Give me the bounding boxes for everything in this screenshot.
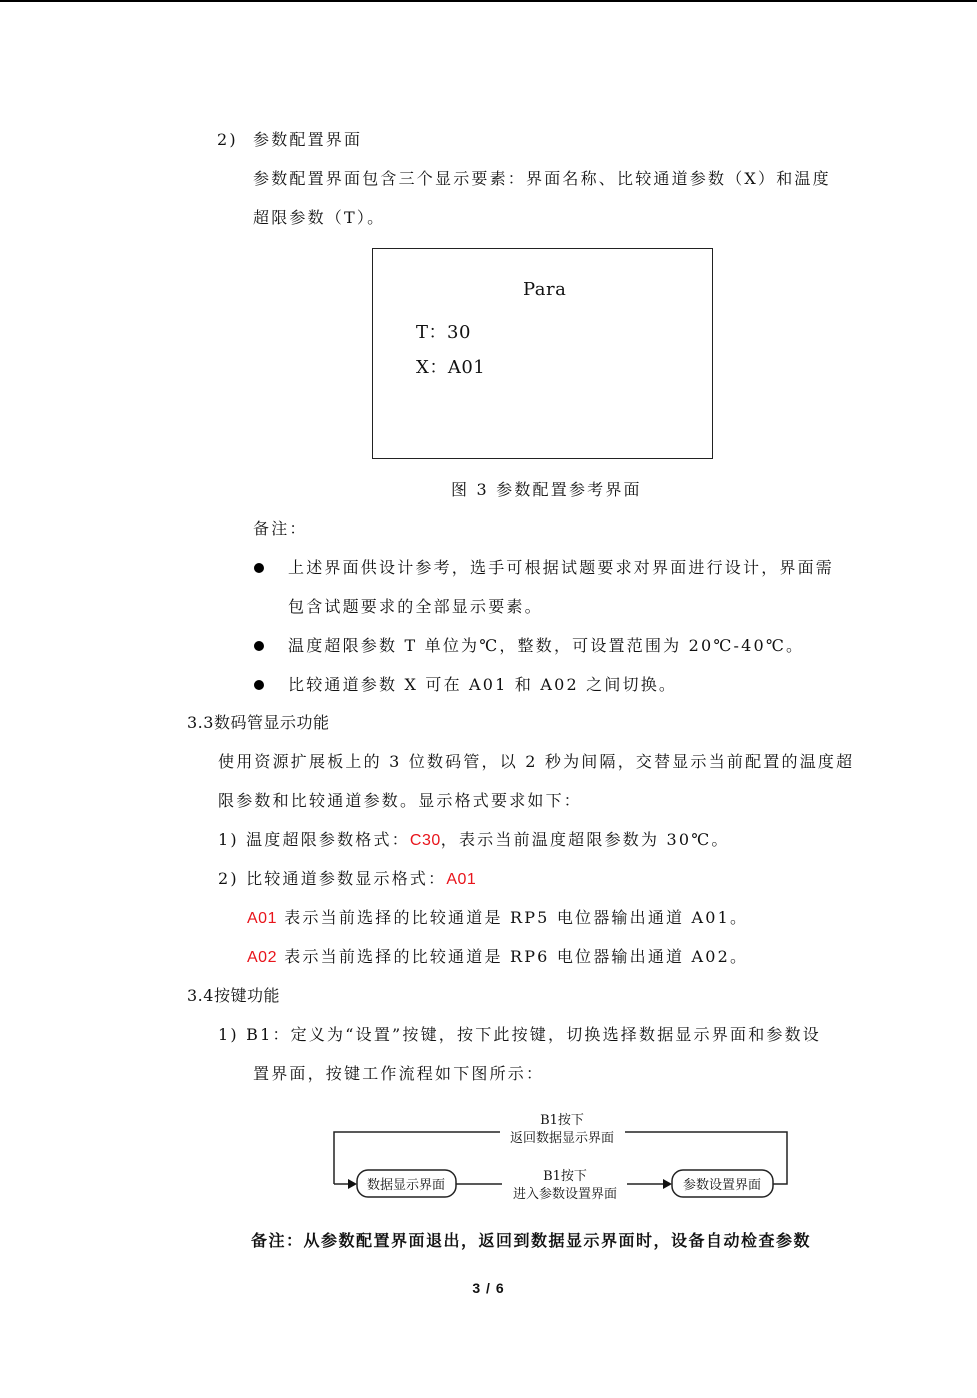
section-3-4-item1-line2: 置界面，按键工作流程如下图所示：: [253, 1064, 545, 1083]
arrow-icon: [348, 1179, 357, 1189]
a01-desc-text: 表示当前选择的比较通道是 RP5 电位器输出通道 A01。: [276, 908, 749, 927]
section-3-4-item1-line1: 1) B1：定义为“设置”按键，按下此按键，切换选择数据显示界面和参数设: [218, 1025, 822, 1044]
section-2-number: 2): [217, 130, 238, 149]
code-c30: C30: [409, 832, 441, 849]
code-a01: A01: [247, 910, 277, 927]
top-label-1: B1按下: [540, 1113, 584, 1128]
bottom-note: 备注：从参数配置界面退出，返回到数据显示界面时，设备自动检查参数: [251, 1231, 812, 1250]
section-2-desc-line2: 超限参数（T）。: [253, 208, 386, 227]
format-item-1-suffix: ，表示当前温度超限参数为 30℃。: [440, 830, 730, 849]
code-a01: A01: [446, 871, 477, 888]
format-item-1-prefix: 1) 温度超限参数格式：: [218, 830, 410, 849]
code-a02: A02: [247, 949, 277, 966]
format-item-1: [218, 830, 730, 851]
top-label-2: 返回数据显示界面: [509, 1131, 615, 1146]
figure-caption: 图 3 参数配置参考界面: [451, 480, 642, 499]
screen-x-line: X：A01: [416, 357, 486, 378]
mid-label-1: B1按下: [543, 1169, 587, 1184]
node-right-label: 参数设置界面: [682, 1178, 762, 1193]
section-3-3-para-line2: 限参数和比较通道参数。显示格式要求如下：: [218, 791, 583, 810]
format-item-2: [218, 869, 476, 890]
page-number: 3 / 6: [472, 1280, 505, 1296]
b1-flowchart: [320, 1100, 800, 1210]
bullet-icon: [254, 680, 264, 690]
note-3: 比较通道参数 X 可在 A01 和 A02 之间切换。: [288, 675, 678, 694]
notes-label: 备注：: [253, 519, 308, 538]
arrow-icon: [663, 1179, 672, 1189]
para-screen-figure: [372, 248, 713, 459]
section-2-title: 参数配置界面: [253, 130, 363, 149]
bullet-icon: [254, 641, 264, 651]
a01-desc: [247, 908, 748, 929]
note-1-line1: 上述界面供设计参考，选手可根据试题要求对界面进行设计，界面需: [288, 558, 835, 577]
section-2-desc-line1: 参数配置界面包含三个显示要素：界面名称、比较通道参数（X）和温度: [253, 169, 831, 188]
a02-desc-text: 表示当前选择的比较通道是 RP6 电位器输出通道 A02。: [276, 947, 749, 966]
screen-t-line: T：30: [416, 322, 471, 343]
mid-label-2: 进入参数设置界面: [512, 1187, 618, 1202]
note-2: 温度超限参数 T 单位为℃，整数，可设置范围为 20℃-40℃。: [288, 636, 805, 655]
screen-title: Para: [523, 279, 567, 300]
node-left-label: 数据显示界面: [366, 1178, 446, 1193]
section-3-3-heading: 3.3数码管显示功能: [187, 713, 330, 732]
note-1-line2: 包含试题要求的全部显示要素。: [288, 597, 543, 616]
bullet-icon: [254, 563, 264, 573]
a02-desc: [247, 947, 748, 968]
section-3-4-heading: 3.4按键功能: [187, 986, 280, 1005]
top-rule: [0, 0, 977, 2]
section-3-3-para-line1: 使用资源扩展板上的 3 位数码管，以 2 秒为间隔，交替显示当前配置的温度超: [218, 752, 855, 771]
format-item-2-prefix: 2) 比较通道参数显示格式：: [218, 869, 447, 888]
